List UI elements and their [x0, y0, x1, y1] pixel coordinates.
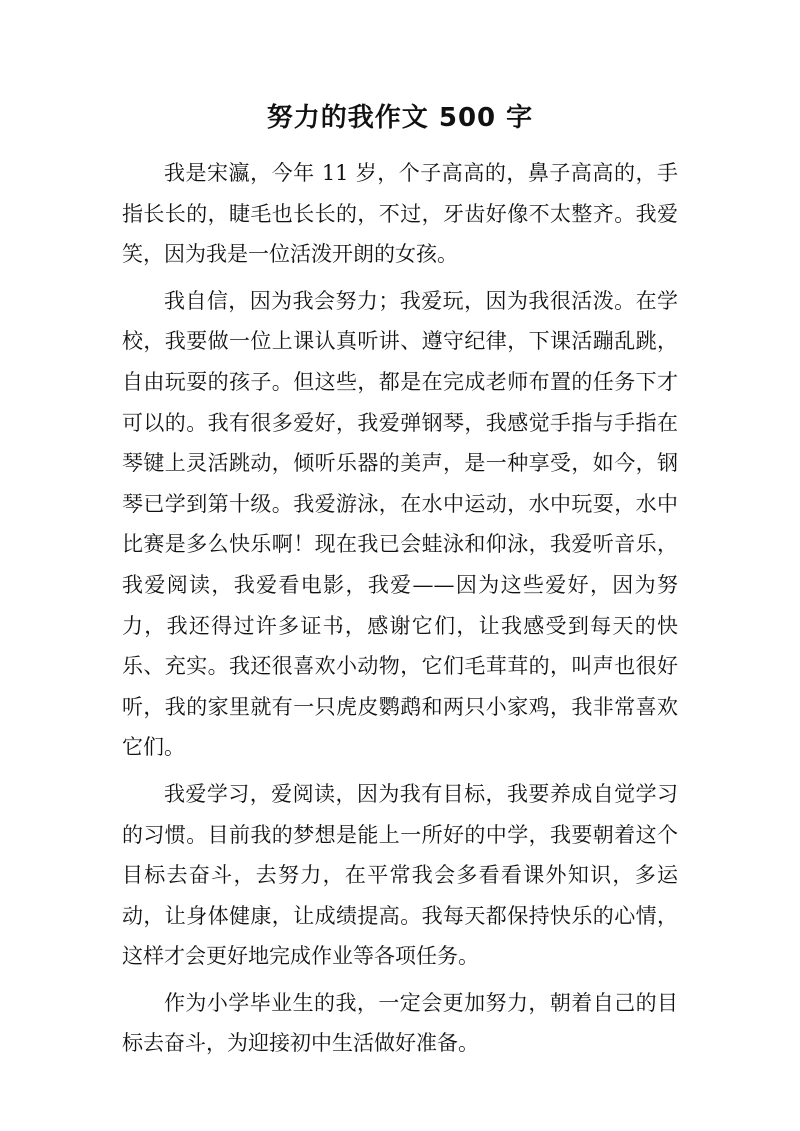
document-body: [122, 153, 678, 1070]
paragraph-4: 作为小学毕业生的我，一定会更加努力，朝着自己的目标去奋斗，为迎接初中生活做好准备。: [122, 990, 678, 1056]
document-title: 努力的我作文 500 字: [266, 103, 534, 133]
paragraph-1: 我是宋瀛，今年 11 岁，个子高高的，鼻子高高的，手指长长的，睫毛也长长的，不过，牙齿好像不太整齐。我爱笑，因为我是一位活泼开朗的女孩。: [122, 161, 678, 267]
paragraph-2: 我自信，因为我会努力；我爱玩，因为我很活泼。在学校，我要做一位上课认真听讲、遵守纪律，下课活蹦乱跳，自由玩耍的孩子。但这些，都是在完成老师布置的任务下才可以的。我有很多爱好，我爱弹钢琴，我感觉手指与手指在琴键上灵活跳动，倾听乐器的美声，是一种享受，如今，钢琴已学到第十级。我爱游泳，在水中运动，水中玩耍，水中比赛是多么快乐啊！现在我已会蛙泳和仰泳，我爱听音乐，我爱阅读，我爱看电影，我爱——因为这些爱好，因为努力，我还得过许多证书，感谢它们，让我感受到每天的快乐、充实。我还很喜欢小动物，它们毛茸茸的，叫声也很好听，我的家里就有一只虎皮鹦鹉和两只小家鸡，我非常喜欢它们。: [122, 288, 678, 760]
paragraph-3: 我爱学习，爱阅读，因为我有目标，我要养成自觉学习的习惯。目前我的梦想是能上一所好的中学，我要朝着这个目标去奋斗，去努力，在平常我会多看看课外知识，多运动，让身体健康，让成绩提高。我每天都保持快乐的心情，这样才会更好地完成作业等各项任务。: [122, 781, 678, 969]
